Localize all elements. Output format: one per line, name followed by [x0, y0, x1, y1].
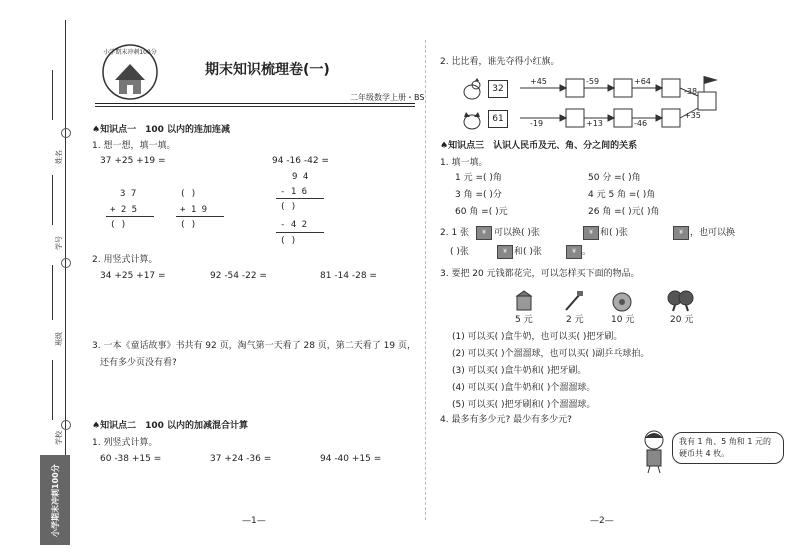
name-label: 姓名 [55, 150, 63, 164]
price-paddles: 20 元 [670, 315, 694, 325]
section3-title: ♠知识点三 认识人民币及元、角、分之间的关系 [440, 141, 638, 151]
school-label: 学校 [55, 431, 63, 445]
race-top-start: 32 [488, 80, 508, 98]
page-divider [425, 40, 426, 520]
girl-illustration-icon [636, 428, 672, 474]
race-bottom-step-4: +35 [684, 111, 701, 120]
race-bottom-step-1: -19 [530, 119, 544, 128]
col-a-rule [106, 216, 154, 217]
col-c-answer[interactable]: ( ) [280, 236, 297, 246]
race-diagram [490, 72, 730, 134]
col-c-rule-2 [276, 232, 324, 233]
q3-line-1: 3. 一本《童话故事》书共有 92 页，淘气第一天看了 28 页，第二天看了 19 页， [92, 341, 416, 351]
price-yoyo: 10 元 [611, 315, 635, 325]
sidebar-divider [65, 20, 66, 460]
banknote-icon-2: ¥ [583, 226, 599, 240]
q1-label: 1. 想一想，填一填。 [92, 141, 176, 151]
logo-text: 小学期末冲刺100分 [103, 49, 157, 56]
q2-expr-3: 81 -14 -28 = [320, 271, 377, 281]
race-top-step-4: -38 [684, 87, 698, 96]
shopping-question: 3. 要把 20 元钱都花完，可以怎样买下面的物品。 [440, 269, 640, 279]
col-c-r2: - 1 6 [280, 187, 308, 197]
header-rule-thin [95, 106, 415, 107]
race-bottom-start: 61 [488, 110, 508, 128]
col-a-r2: + 2 5 [110, 205, 138, 215]
toothbrush-icon [562, 290, 586, 312]
s2-q1-label: 1. 列竖式计算。 [92, 438, 158, 448]
section2-title: ♠知识点二 100 以内的加减混合计算 [92, 421, 248, 431]
price-milk: 5 元 [515, 315, 533, 325]
school-line [52, 360, 53, 420]
logo [95, 42, 165, 102]
q2-expr-1: 34 +25 +17 = [100, 271, 166, 281]
q1-expr-b: 94 -16 -42 = [272, 156, 329, 166]
option-2[interactable]: (2) 可以买( )个溜溜球，也可以买( )副乒乓球拍。 [452, 349, 650, 359]
race-top-step-1: +45 [530, 77, 547, 86]
exchange-q-d: ，也可以换 [690, 228, 736, 238]
exchange-q-e[interactable]: ( )张 [450, 247, 469, 257]
binding-hole-3 [61, 420, 71, 430]
speech-text: 我有 1 角、5 角和 1 元的硬币共 4 枚。 [679, 437, 771, 458]
fill-1b[interactable]: 50 分 =( )角 [588, 173, 641, 183]
binding-hole-1 [61, 128, 71, 138]
q2-label: 2. 用竖式计算。 [92, 255, 158, 265]
col-c-r4: - 4 2 [280, 220, 308, 230]
id-line [52, 175, 53, 225]
col-c-rule-1 [276, 198, 324, 199]
race-top-step-3: +64 [634, 77, 651, 86]
col-b-r2: + 1 9 [180, 205, 208, 215]
banknote-icon-1: ¥ [476, 226, 492, 240]
col-a-r1: 3 7 [120, 189, 137, 199]
exchange-q-start: 2. 1 张 [440, 228, 470, 238]
col-b-answer[interactable]: ( ) [180, 220, 197, 230]
exchange-q-g: 。 [582, 247, 592, 257]
s2-expr-1: 60 -38 +15 = [100, 454, 162, 464]
race-bottom-step-2: +13 [586, 119, 603, 128]
fill-2b[interactable]: 4 元 5 角 =( )角 [588, 190, 656, 200]
banknote-icon-4: ¥ [497, 245, 513, 259]
col-b-rule [176, 216, 224, 217]
red-flag-icon [704, 76, 718, 84]
student-id-label: 学号 [55, 236, 63, 250]
q3-line-2: 还有多少页没有看? [100, 358, 177, 368]
option-4[interactable]: (4) 可以买( )盒牛奶和( )个溜溜球。 [452, 383, 596, 393]
fox-icon [460, 108, 484, 132]
binding-hole-2 [61, 258, 71, 268]
exchange-q-c[interactable]: 和( )张 [600, 228, 628, 238]
exchange-q-f[interactable]: 和( )张 [514, 247, 542, 257]
option-5[interactable]: (5) 可以买( )把牙刷和( )个溜溜球。 [452, 400, 596, 410]
brand-strip [40, 455, 70, 545]
rooster-icon [460, 78, 484, 102]
page-subtitle: 二年级数学上册・BS [350, 93, 425, 102]
s2-expr-2: 37 +24 -36 = [210, 454, 272, 464]
page-title: 期末知识梳理卷(一) [205, 62, 330, 78]
s3-q1-label: 1. 填一填。 [440, 158, 488, 168]
q2-expr-2: 92 -54 -22 = [210, 271, 267, 281]
race-bottom-step-3: -46 [634, 119, 648, 128]
s2-expr-3: 94 -40 +15 = [320, 454, 382, 464]
logo-house-icon [95, 42, 165, 102]
brand-vertical-text: 小学期末冲刺100分 [51, 464, 60, 537]
race-question-title: 2. 比比看，谁先夺得小红旗。 [440, 57, 560, 67]
price-toothbrush: 2 元 [566, 315, 584, 325]
col-b-blank[interactable]: ( ) [180, 189, 197, 199]
ping-pong-paddles-icon [666, 290, 690, 312]
fill-3a[interactable]: 60 角 =( )元 [455, 207, 508, 217]
milk-box-icon [512, 290, 536, 312]
class-line [52, 265, 53, 320]
binding-sidebar [40, 0, 70, 560]
option-3[interactable]: (3) 可以买( )盒牛奶和( )把牙刷。 [452, 366, 587, 376]
fill-3b[interactable]: 26 角 =( )元( )角 [588, 207, 660, 217]
banknote-icon-3: ¥ [673, 226, 689, 240]
q1-expr-a: 37 +25 +19 = [100, 156, 166, 166]
option-1[interactable]: (1) 可以买( )盒牛奶，也可以买( )把牙刷。 [452, 332, 623, 342]
page-number-left: —1— [242, 516, 266, 526]
fill-2a[interactable]: 3 角 =( )分 [455, 190, 502, 200]
speech-bubble [672, 432, 784, 464]
yoyo-icon [610, 290, 634, 312]
banknote-icon-5: ¥ [566, 245, 582, 259]
col-c-r1: 9 4 [292, 172, 309, 182]
fill-1a[interactable]: 1 元 =( )角 [455, 173, 502, 183]
exchange-q-b[interactable]: 可以换( )张 [494, 228, 540, 238]
col-a-answer[interactable]: ( ) [110, 220, 127, 230]
class-label: 班级 [55, 332, 63, 346]
max-min-question: 4. 最多有多少元? 最少有多少元? [440, 415, 572, 425]
race-top-step-2: -59 [586, 77, 600, 86]
col-c-mid-answer[interactable]: ( ) [280, 202, 297, 212]
page-number-right: —2— [590, 516, 614, 526]
section1-title: ♠知识点一 100 以内的连加连减 [92, 125, 230, 135]
name-line [52, 70, 53, 120]
